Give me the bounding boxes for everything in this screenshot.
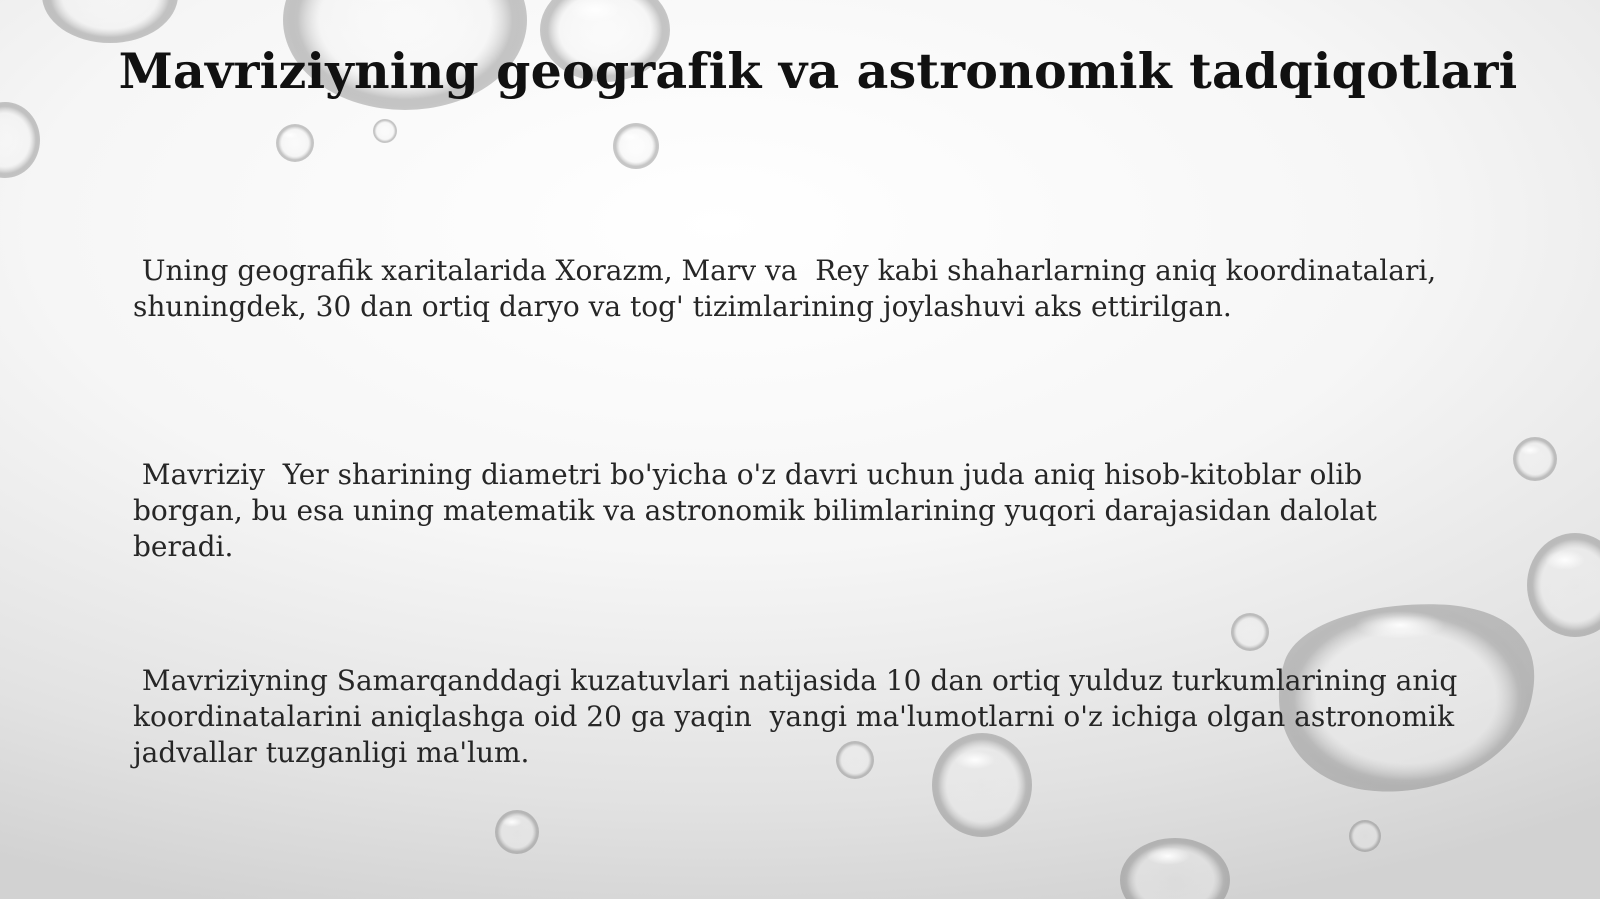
droplet [1527, 533, 1600, 637]
droplet [1513, 437, 1557, 481]
paragraph-earth-diameter: Mavriziy Yer sharining diametri bo'yicha o'z davri uchun juda aniq hisob-kitoblar olib borgan, bu esa uning matematik va astronomik bilimlarining yuqori darajasidan dalolat beradi. [133, 458, 1377, 563]
droplet [495, 810, 539, 854]
paragraph-astronomy-tables: Mavriziyning Samarqanddagi kuzatuvlari natijasida 10 dan ortiq yulduz turkumlarining aniq koordinatalarini aniqlashga oid 20 ga yaqin yangi ma'lumotlarni o'z ichiga olgan astronomik jadvallar tuzganligi ma'lum. [133, 664, 1458, 769]
droplet [1120, 838, 1230, 899]
droplet [0, 102, 40, 178]
droplet [613, 123, 659, 169]
droplet [373, 119, 397, 143]
paragraph-geography: Uning geografik xaritalarida Xorazm, Marv va Rey kabi shaharlarning aniq koordinatalari, shuningdek, 30 dan ortiq daryo va tog' tizimlarining joylashuvi aks ettirilgan. [133, 254, 1437, 323]
droplet [1231, 613, 1269, 651]
droplet [42, 0, 178, 43]
droplet [276, 124, 314, 162]
droplet [1349, 820, 1381, 852]
slide-title: Mavriziyning geografik va astronomik tadqiqotlari [118, 42, 1518, 100]
